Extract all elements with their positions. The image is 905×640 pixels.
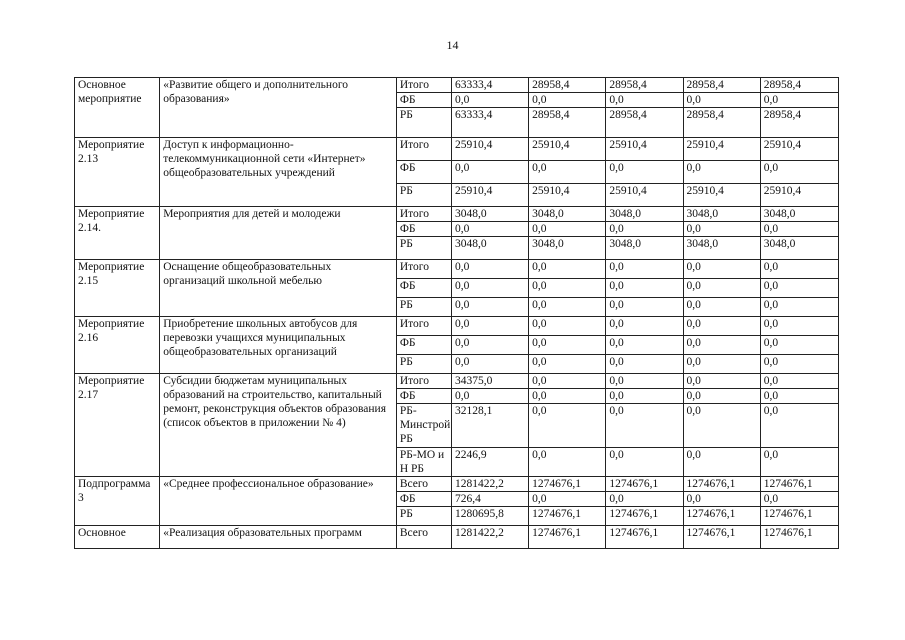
value-cell: 0,0 xyxy=(606,93,683,108)
group-description: «Реализация образовательных программ xyxy=(160,526,397,549)
group-description: «Развитие общего и дополнительного образования» xyxy=(160,78,397,138)
value-cell: 3048,0 xyxy=(760,237,838,260)
funding-source: РБ xyxy=(396,237,451,260)
value-cell: 0,0 xyxy=(529,260,606,279)
funding-source: ФБ xyxy=(396,279,451,298)
value-cell: 0,0 xyxy=(606,298,683,317)
value-cell: 0,0 xyxy=(760,389,838,404)
funding-source: Итого xyxy=(396,374,451,389)
value-cell: 0,0 xyxy=(451,260,528,279)
funding-source: ФБ xyxy=(396,93,451,108)
value-cell: 25910,4 xyxy=(529,138,606,161)
value-cell: 0,0 xyxy=(760,404,838,448)
value-cell: 0,0 xyxy=(529,389,606,404)
group-name: Основное xyxy=(75,526,160,549)
value-cell: 32128,1 xyxy=(451,404,528,448)
value-cell: 0,0 xyxy=(606,279,683,298)
funding-source: РБ xyxy=(396,184,451,207)
group-name: Подпрограмма 3 xyxy=(75,477,160,526)
value-cell: 1274676,1 xyxy=(529,507,606,526)
value-cell: 3048,0 xyxy=(683,207,760,222)
value-cell: 0,0 xyxy=(683,161,760,184)
value-cell: 0,0 xyxy=(529,317,606,336)
value-cell: 0,0 xyxy=(760,260,838,279)
value-cell: 1281422,2 xyxy=(451,526,528,549)
value-cell: 0,0 xyxy=(683,492,760,507)
value-cell: 0,0 xyxy=(606,317,683,336)
group-name: Основное мероприятие xyxy=(75,78,160,138)
value-cell: 3048,0 xyxy=(529,207,606,222)
value-cell: 0,0 xyxy=(606,448,683,477)
value-cell: 0,0 xyxy=(451,298,528,317)
page-number: 14 xyxy=(446,38,459,52)
value-cell: 0,0 xyxy=(606,355,683,374)
group-description: Мероприятия для детей и молодежи xyxy=(160,207,397,260)
value-cell: 0,0 xyxy=(606,404,683,448)
value-cell: 0,0 xyxy=(760,374,838,389)
funding-source: РБ-Минстрой РБ xyxy=(396,404,451,448)
value-cell: 0,0 xyxy=(760,222,838,237)
value-cell: 0,0 xyxy=(606,492,683,507)
value-cell: 28958,4 xyxy=(683,108,760,138)
value-cell: 0,0 xyxy=(529,93,606,108)
funding-source: ФБ xyxy=(396,389,451,404)
value-cell: 25910,4 xyxy=(606,184,683,207)
value-cell: 0,0 xyxy=(683,279,760,298)
value-cell: 0,0 xyxy=(451,222,528,237)
value-cell: 0,0 xyxy=(683,317,760,336)
funding-source: Всего xyxy=(396,477,451,492)
value-cell: 0,0 xyxy=(760,298,838,317)
value-cell: 0,0 xyxy=(760,355,838,374)
value-cell: 25910,4 xyxy=(529,184,606,207)
table-row xyxy=(75,477,839,492)
group-description: Субсидии бюджетам муниципальных образований на строительство, капитальный ремонт, реконструкция объектов образования (список объектов в приложении № 4) xyxy=(160,374,397,477)
value-cell: 1274676,1 xyxy=(760,477,838,492)
value-cell: 0,0 xyxy=(760,448,838,477)
value-cell: 0,0 xyxy=(760,161,838,184)
value-cell: 1274676,1 xyxy=(760,526,838,549)
value-cell: 0,0 xyxy=(529,374,606,389)
funding-source: Итого xyxy=(396,207,451,222)
value-cell: 0,0 xyxy=(683,374,760,389)
value-cell: 0,0 xyxy=(683,260,760,279)
group-name: Мероприятие 2.15 xyxy=(75,260,160,317)
value-cell: 3048,0 xyxy=(606,237,683,260)
table-row xyxy=(75,207,839,222)
value-cell: 0,0 xyxy=(760,279,838,298)
value-cell: 3048,0 xyxy=(683,237,760,260)
value-cell: 3048,0 xyxy=(451,237,528,260)
value-cell: 726,4 xyxy=(451,492,528,507)
table-row xyxy=(75,526,839,549)
value-cell: 1274676,1 xyxy=(529,477,606,492)
value-cell: 0,0 xyxy=(683,389,760,404)
value-cell: 2246,9 xyxy=(451,448,528,477)
value-cell: 0,0 xyxy=(683,404,760,448)
value-cell: 25910,4 xyxy=(760,138,838,161)
value-cell: 28958,4 xyxy=(529,108,606,138)
value-cell: 0,0 xyxy=(683,93,760,108)
value-cell: 1280695,8 xyxy=(451,507,528,526)
value-cell: 0,0 xyxy=(529,336,606,355)
table-row xyxy=(75,78,839,93)
group-description: Доступ к информационно-телекоммуникационной сети «Интернет» общеобразовательных учреждений xyxy=(160,138,397,207)
funding-source: Итого xyxy=(396,317,451,336)
value-cell: 0,0 xyxy=(683,355,760,374)
value-cell: 0,0 xyxy=(529,448,606,477)
value-cell: 0,0 xyxy=(451,161,528,184)
value-cell: 0,0 xyxy=(683,222,760,237)
value-cell: 0,0 xyxy=(760,336,838,355)
value-cell: 28958,4 xyxy=(529,78,606,93)
value-cell: 28958,4 xyxy=(683,78,760,93)
table-row xyxy=(75,138,839,161)
value-cell: 63333,4 xyxy=(451,108,528,138)
value-cell: 0,0 xyxy=(760,317,838,336)
funding-source: РБ xyxy=(396,108,451,138)
value-cell: 0,0 xyxy=(606,222,683,237)
value-cell: 0,0 xyxy=(451,317,528,336)
funding-source: РБ-МО и Н РБ xyxy=(396,448,451,477)
group-description: Оснащение общеобразовательных организаций школьной мебелью xyxy=(160,260,397,317)
value-cell: 0,0 xyxy=(683,448,760,477)
group-description: Приобретение школьных автобусов для перевозки учащихся муниципальных общеобразовательных организаций xyxy=(160,317,397,374)
value-cell: 25910,4 xyxy=(683,138,760,161)
table-row xyxy=(75,260,839,279)
value-cell: 0,0 xyxy=(529,404,606,448)
value-cell: 1274676,1 xyxy=(760,507,838,526)
value-cell: 63333,4 xyxy=(451,78,528,93)
value-cell: 3048,0 xyxy=(606,207,683,222)
value-cell: 25910,4 xyxy=(451,184,528,207)
value-cell: 1274676,1 xyxy=(683,507,760,526)
value-cell: 3048,0 xyxy=(529,237,606,260)
value-cell: 0,0 xyxy=(529,355,606,374)
group-description: «Среднее профессиональное образование» xyxy=(160,477,397,526)
value-cell: 3048,0 xyxy=(760,207,838,222)
value-cell: 1274676,1 xyxy=(606,477,683,492)
group-name: Мероприятие 2.17 xyxy=(75,374,160,477)
value-cell: 0,0 xyxy=(451,355,528,374)
value-cell: 0,0 xyxy=(606,389,683,404)
funding-source: РБ xyxy=(396,507,451,526)
funding-source: ФБ xyxy=(396,336,451,355)
group-name: Мероприятие 2.16 xyxy=(75,317,160,374)
funding-source: ФБ xyxy=(396,161,451,184)
funding-source: Итого xyxy=(396,78,451,93)
value-cell: 25910,4 xyxy=(683,184,760,207)
value-cell: 34375,0 xyxy=(451,374,528,389)
funding-source: ФБ xyxy=(396,492,451,507)
value-cell: 25910,4 xyxy=(451,138,528,161)
group-name: Мероприятие 2.13 xyxy=(75,138,160,207)
funding-source: РБ xyxy=(396,298,451,317)
value-cell: 0,0 xyxy=(451,279,528,298)
value-cell: 0,0 xyxy=(760,492,838,507)
value-cell: 0,0 xyxy=(606,336,683,355)
value-cell: 0,0 xyxy=(529,298,606,317)
table-row xyxy=(75,317,839,336)
value-cell: 1274676,1 xyxy=(606,507,683,526)
funding-source: Всего xyxy=(396,526,451,549)
funding-source: Итого xyxy=(396,138,451,161)
value-cell: 0,0 xyxy=(529,279,606,298)
value-cell: 28958,4 xyxy=(606,78,683,93)
value-cell: 0,0 xyxy=(683,298,760,317)
value-cell: 0,0 xyxy=(529,161,606,184)
funding-source: ФБ xyxy=(396,222,451,237)
group-name: Мероприятие 2.14. xyxy=(75,207,160,260)
budget-table xyxy=(74,77,839,549)
value-cell: 25910,4 xyxy=(760,184,838,207)
value-cell: 1274676,1 xyxy=(683,526,760,549)
value-cell: 1281422,2 xyxy=(451,477,528,492)
value-cell: 0,0 xyxy=(606,374,683,389)
funding-source: РБ xyxy=(396,355,451,374)
value-cell: 0,0 xyxy=(606,260,683,279)
value-cell: 0,0 xyxy=(529,492,606,507)
table-row xyxy=(75,374,839,389)
value-cell: 0,0 xyxy=(451,389,528,404)
value-cell: 25910,4 xyxy=(606,138,683,161)
value-cell: 1274676,1 xyxy=(606,526,683,549)
value-cell: 28958,4 xyxy=(760,78,838,93)
value-cell: 3048,0 xyxy=(451,207,528,222)
value-cell: 0,0 xyxy=(451,93,528,108)
value-cell: 1274676,1 xyxy=(683,477,760,492)
value-cell: 28958,4 xyxy=(606,108,683,138)
value-cell: 0,0 xyxy=(683,336,760,355)
value-cell: 0,0 xyxy=(760,93,838,108)
value-cell: 28958,4 xyxy=(760,108,838,138)
value-cell: 0,0 xyxy=(529,222,606,237)
value-cell: 1274676,1 xyxy=(529,526,606,549)
value-cell: 0,0 xyxy=(451,336,528,355)
funding-source: Итого xyxy=(396,260,451,279)
value-cell: 0,0 xyxy=(606,161,683,184)
